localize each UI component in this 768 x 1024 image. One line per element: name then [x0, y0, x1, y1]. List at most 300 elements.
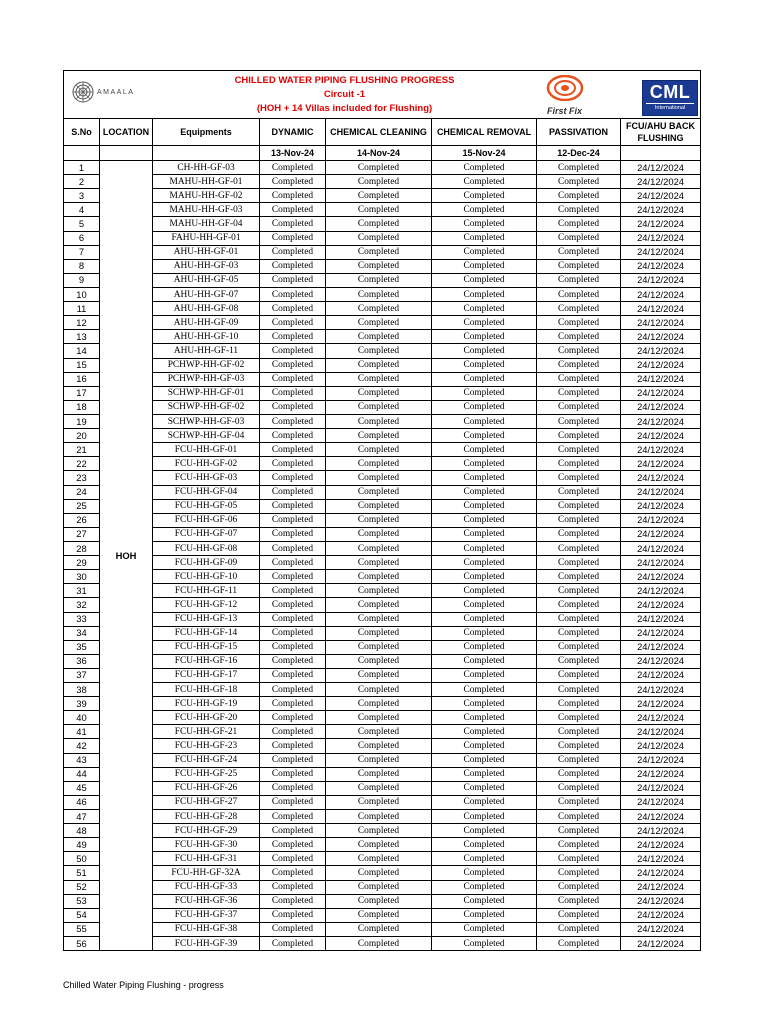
back-flushing-date-cell: 24/12/2024: [621, 668, 701, 682]
equipment-cell: AHU-HH-GF-05: [153, 273, 260, 287]
back-flushing-date-cell: 24/12/2024: [621, 654, 701, 668]
back-flushing-date-cell: 24/12/2024: [621, 499, 701, 513]
back-flushing-date-cell: 24/12/2024: [621, 189, 701, 203]
date-row: [64, 146, 701, 161]
chemical-cleaning-status-cell: Completed: [326, 739, 432, 753]
dynamic-status-cell: Completed: [260, 711, 326, 725]
table-row: [64, 386, 701, 400]
passivation-status-cell: Completed: [537, 386, 621, 400]
dynamic-status-cell: Completed: [260, 922, 326, 936]
back-flushing-date-cell: 24/12/2024: [621, 527, 701, 541]
passivation-status-cell: Completed: [537, 245, 621, 259]
back-flushing-date-cell: 24/12/2024: [621, 231, 701, 245]
chemical-removal-status-cell: Completed: [432, 753, 537, 767]
table-row: [64, 795, 701, 809]
dynamic-status-cell: Completed: [260, 908, 326, 922]
date-blank: [153, 146, 260, 161]
chemical-removal-status-cell: Completed: [432, 852, 537, 866]
first-fix-text: First Fix: [547, 106, 583, 116]
back-flushing-date-cell: 24/12/2024: [621, 894, 701, 908]
serial-number-cell: 33: [64, 612, 100, 626]
chemical-cleaning-status-cell: Completed: [326, 245, 432, 259]
serial-number-cell: 9: [64, 273, 100, 287]
chemical-removal-status-cell: Completed: [432, 654, 537, 668]
dynamic-status-cell: Completed: [260, 400, 326, 414]
chemical-removal-status-cell: Completed: [432, 612, 537, 626]
back-flushing-date-cell: 24/12/2024: [621, 259, 701, 273]
passivation-status-cell: Completed: [537, 556, 621, 570]
dynamic-status-cell: Completed: [260, 245, 326, 259]
equipment-cell: FCU-HH-GF-32A: [153, 866, 260, 880]
column-header-row: [64, 119, 701, 146]
chemical-removal-status-cell: Completed: [432, 386, 537, 400]
dynamic-status-cell: Completed: [260, 739, 326, 753]
chemical-cleaning-status-cell: Completed: [326, 866, 432, 880]
back-flushing-date-cell: 24/12/2024: [621, 725, 701, 739]
serial-number-cell: 25: [64, 499, 100, 513]
passivation-status-cell: Completed: [537, 513, 621, 527]
chemical-removal-status-cell: Completed: [432, 683, 537, 697]
cml-subtext: International: [646, 103, 694, 112]
serial-number-cell: 29: [64, 556, 100, 570]
amaala-logo: [64, 71, 153, 119]
chemical-removal-status-cell: Completed: [432, 344, 537, 358]
serial-number-cell: 19: [64, 414, 100, 428]
chemical-removal-status-cell: Completed: [432, 711, 537, 725]
back-flushing-date-cell: 24/12/2024: [621, 866, 701, 880]
passivation-status-cell: Completed: [537, 457, 621, 471]
first-fix-emblem-icon: [545, 75, 585, 101]
passivation-status-cell: Completed: [537, 767, 621, 781]
back-flushing-date-cell: 24/12/2024: [621, 217, 701, 231]
table-row: [64, 739, 701, 753]
passivation-status-cell: Completed: [537, 739, 621, 753]
chemical-cleaning-status-cell: Completed: [326, 852, 432, 866]
dynamic-status-cell: Completed: [260, 316, 326, 330]
equipment-cell: FCU-HH-GF-38: [153, 922, 260, 936]
serial-number-cell: 26: [64, 513, 100, 527]
back-flushing-date-cell: 24/12/2024: [621, 471, 701, 485]
table-row: [64, 499, 701, 513]
flushing-progress-sheet: [63, 70, 700, 951]
chemical-cleaning-status-cell: Completed: [326, 287, 432, 301]
chemical-cleaning-status-cell: Completed: [326, 175, 432, 189]
equipment-cell: MAHU-HH-GF-03: [153, 203, 260, 217]
serial-number-cell: 16: [64, 372, 100, 386]
chemical-cleaning-status-cell: Completed: [326, 937, 432, 951]
table-row: [64, 598, 701, 612]
chemical-cleaning-status-cell: Completed: [326, 161, 432, 175]
equipments-header: Equipments: [153, 119, 260, 146]
dynamic-status-cell: Completed: [260, 485, 326, 499]
chemical-removal-status-cell: Completed: [432, 471, 537, 485]
serial-number-cell: 49: [64, 838, 100, 852]
chemical-removal-status-cell: Completed: [432, 598, 537, 612]
chemical-removal-status-cell: Completed: [432, 217, 537, 231]
equipment-cell: FCU-HH-GF-11: [153, 584, 260, 598]
serial-number-cell: 5: [64, 217, 100, 231]
dynamic-status-cell: Completed: [260, 203, 326, 217]
serial-number-cell: 41: [64, 725, 100, 739]
back-flushing-date-cell: 24/12/2024: [621, 400, 701, 414]
equipment-cell: SCHWP-HH-GF-03: [153, 414, 260, 428]
equipment-cell: FCU-HH-GF-07: [153, 527, 260, 541]
passivation-status-cell: Completed: [537, 344, 621, 358]
chemical-cleaning-status-cell: Completed: [326, 894, 432, 908]
back-flushing-date-cell: 24/12/2024: [621, 937, 701, 951]
passivation-status-cell: Completed: [537, 189, 621, 203]
passivation-status-cell: Completed: [537, 781, 621, 795]
equipment-cell: FCU-HH-GF-01: [153, 443, 260, 457]
amaala-brand-text: AMAALA: [97, 88, 135, 96]
chemical-cleaning-status-cell: Completed: [326, 499, 432, 513]
equipment-cell: FCU-HH-GF-33: [153, 880, 260, 894]
equipment-cell: AHU-HH-GF-08: [153, 302, 260, 316]
equipment-cell: MAHU-HH-GF-01: [153, 175, 260, 189]
serial-number-cell: 20: [64, 429, 100, 443]
serial-number-cell: 47: [64, 810, 100, 824]
passivation-status-cell: Completed: [537, 598, 621, 612]
dynamic-status-cell: Completed: [260, 386, 326, 400]
table-row: [64, 697, 701, 711]
passivation-status-cell: Completed: [537, 259, 621, 273]
chemical-removal-status-cell: Completed: [432, 866, 537, 880]
chemical-cleaning-status-cell: Completed: [326, 443, 432, 457]
chemical-cleaning-status-cell: Completed: [326, 231, 432, 245]
chemical-removal-status-cell: Completed: [432, 880, 537, 894]
chemical-removal-status-cell: Completed: [432, 161, 537, 175]
chemical-cleaning-status-cell: Completed: [326, 598, 432, 612]
dynamic-status-cell: Completed: [260, 471, 326, 485]
back-flushing-date-cell: 24/12/2024: [621, 316, 701, 330]
table-row: [64, 556, 701, 570]
dynamic-status-cell: Completed: [260, 259, 326, 273]
serial-number-cell: 4: [64, 203, 100, 217]
chemical-removal-status-cell: Completed: [432, 781, 537, 795]
chemical-removal-status-cell: Completed: [432, 316, 537, 330]
dynamic-status-cell: Completed: [260, 414, 326, 428]
table-row: [64, 683, 701, 697]
chemical-cleaning-status-cell: Completed: [326, 810, 432, 824]
table-row: [64, 626, 701, 640]
table-row: [64, 485, 701, 499]
passivation-status-cell: Completed: [537, 612, 621, 626]
table-row: [64, 400, 701, 414]
back-flushing-date-cell: 24/12/2024: [621, 203, 701, 217]
back-flushing-date-cell: 24/12/2024: [621, 838, 701, 852]
chemical-cleaning-status-cell: Completed: [326, 654, 432, 668]
date-blank: [100, 146, 153, 161]
dynamic-status-cell: Completed: [260, 330, 326, 344]
chemical-cleaning-status-cell: Completed: [326, 683, 432, 697]
dynamic-status-cell: Completed: [260, 626, 326, 640]
serial-number-cell: 12: [64, 316, 100, 330]
table-row: [64, 781, 701, 795]
chemical-cleaning-status-cell: Completed: [326, 570, 432, 584]
equipment-cell: FCU-HH-GF-05: [153, 499, 260, 513]
chemical-cleaning-status-cell: Completed: [326, 429, 432, 443]
table-row: [64, 443, 701, 457]
chemical-cleaning-status-cell: Completed: [326, 838, 432, 852]
dynamic-status-cell: Completed: [260, 161, 326, 175]
back-flushing-date-cell: 24/12/2024: [621, 697, 701, 711]
chemical-removal-status-cell: Completed: [432, 499, 537, 513]
dynamic-status-cell: Completed: [260, 372, 326, 386]
passivation-status-cell: Completed: [537, 711, 621, 725]
chemical-cleaning-status-cell: Completed: [326, 400, 432, 414]
equipment-cell: FCU-HH-GF-36: [153, 894, 260, 908]
back-flushing-date-cell: 24/12/2024: [621, 330, 701, 344]
serial-number-cell: 42: [64, 739, 100, 753]
chemical-removal-status-cell: Completed: [432, 457, 537, 471]
equipment-cell: FCU-HH-GF-16: [153, 654, 260, 668]
chemical-removal-status-cell: Completed: [432, 725, 537, 739]
table-row: [64, 640, 701, 654]
serial-number-cell: 13: [64, 330, 100, 344]
chemical-removal-status-cell: Completed: [432, 937, 537, 951]
serial-number-cell: 46: [64, 795, 100, 809]
equipment-cell: FCU-HH-GF-06: [153, 513, 260, 527]
chemical-removal-status-cell: Completed: [432, 175, 537, 189]
dynamic-status-cell: Completed: [260, 683, 326, 697]
passivation-status-cell: Completed: [537, 880, 621, 894]
table-row: [64, 513, 701, 527]
back-flushing-date-cell: 24/12/2024: [621, 302, 701, 316]
passivation-status-cell: Completed: [537, 810, 621, 824]
table-row: [64, 937, 701, 951]
back-flushing-date-cell: 24/12/2024: [621, 358, 701, 372]
chemical-removal-status-cell: Completed: [432, 640, 537, 654]
table-row: [64, 429, 701, 443]
passivation-status-cell: Completed: [537, 400, 621, 414]
serial-number-cell: 51: [64, 866, 100, 880]
serial-number-cell: 6: [64, 231, 100, 245]
chemical-cleaning-status-cell: Completed: [326, 725, 432, 739]
passivation-status-cell: Completed: [537, 626, 621, 640]
chemical-cleaning-header: CHEMICAL CLEANING: [326, 119, 432, 146]
back-flushing-date-cell: 24/12/2024: [621, 584, 701, 598]
equipment-cell: FCU-HH-GF-23: [153, 739, 260, 753]
passivation-status-cell: Completed: [537, 753, 621, 767]
back-flushing-date-cell: 24/12/2024: [621, 175, 701, 189]
dynamic-status-cell: Completed: [260, 499, 326, 513]
equipment-cell: FCU-HH-GF-13: [153, 612, 260, 626]
table-row: [64, 541, 701, 555]
chemical-removal-status-cell: Completed: [432, 429, 537, 443]
passivation-status-cell: Completed: [537, 302, 621, 316]
back-flushing-date-cell: 24/12/2024: [621, 612, 701, 626]
back-flushing-date-cell: 24/12/2024: [621, 245, 701, 259]
passivation-status-cell: Completed: [537, 654, 621, 668]
serial-number-cell: 31: [64, 584, 100, 598]
chemical-removal-status-cell: Completed: [432, 767, 537, 781]
dynamic-status-cell: Completed: [260, 697, 326, 711]
equipment-cell: AHU-HH-GF-01: [153, 245, 260, 259]
cml-logo: [642, 80, 698, 116]
chemical-removal-status-cell: Completed: [432, 189, 537, 203]
back-flushing-date-cell: 24/12/2024: [621, 781, 701, 795]
chemical-cleaning-status-cell: Completed: [326, 259, 432, 273]
dynamic-status-cell: Completed: [260, 457, 326, 471]
serial-number-cell: 28: [64, 541, 100, 555]
table-row: [64, 358, 701, 372]
table-row: [64, 414, 701, 428]
passivation-status-cell: Completed: [537, 795, 621, 809]
dynamic-status-cell: Completed: [260, 231, 326, 245]
dynamic-status-cell: Completed: [260, 443, 326, 457]
equipment-cell: SCHWP-HH-GF-01: [153, 386, 260, 400]
passivation-status-cell: Completed: [537, 471, 621, 485]
back-flushing-date-cell: 24/12/2024: [621, 908, 701, 922]
dynamic-status-cell: Completed: [260, 287, 326, 301]
cml-text: CML: [649, 82, 691, 102]
serial-number-cell: 52: [64, 880, 100, 894]
equipment-cell: FCU-HH-GF-04: [153, 485, 260, 499]
serial-number-cell: 17: [64, 386, 100, 400]
dynamic-status-cell: Completed: [260, 810, 326, 824]
passivation-status-cell: Completed: [537, 372, 621, 386]
table-row: [64, 668, 701, 682]
chemical-removal-status-cell: Completed: [432, 541, 537, 555]
table-row: [64, 570, 701, 584]
date-blank: [621, 146, 701, 161]
chemical-removal-status-cell: Completed: [432, 697, 537, 711]
equipment-cell: FCU-HH-GF-18: [153, 683, 260, 697]
report-title: [153, 71, 537, 119]
equipment-cell: FCU-HH-GF-25: [153, 767, 260, 781]
chemical-removal-status-cell: Completed: [432, 231, 537, 245]
equipment-cell: FCU-HH-GF-31: [153, 852, 260, 866]
passivation-status-cell: Completed: [537, 541, 621, 555]
passivation-status-cell: Completed: [537, 330, 621, 344]
passivation-status-cell: Completed: [537, 527, 621, 541]
chemical-removal-status-cell: Completed: [432, 626, 537, 640]
serial-number-cell: 14: [64, 344, 100, 358]
chemical-removal-status-cell: Completed: [432, 414, 537, 428]
equipment-cell: AHU-HH-GF-10: [153, 330, 260, 344]
table-row: [64, 372, 701, 386]
dynamic-status-cell: Completed: [260, 175, 326, 189]
table-row: [64, 824, 701, 838]
passivation-status-cell: Completed: [537, 584, 621, 598]
back-flushing-date-cell: 24/12/2024: [621, 626, 701, 640]
serial-number-cell: 48: [64, 824, 100, 838]
table-row: [64, 922, 701, 936]
equipment-cell: FCU-HH-GF-20: [153, 711, 260, 725]
serial-number-cell: 7: [64, 245, 100, 259]
equipment-cell: FCU-HH-GF-08: [153, 541, 260, 555]
chemical-removal-status-cell: Completed: [432, 810, 537, 824]
passivation-status-cell: Completed: [537, 725, 621, 739]
passivation-status-cell: Completed: [537, 852, 621, 866]
equipment-cell: CH-HH-GF-03: [153, 161, 260, 175]
back-flushing-date-cell: 24/12/2024: [621, 443, 701, 457]
footer-text: Chilled Water Piping Flushing - progress: [63, 980, 224, 990]
dynamic-header: DYNAMIC: [260, 119, 326, 146]
table-row: [64, 894, 701, 908]
chemical-removal-status-cell: Completed: [432, 739, 537, 753]
serial-number-cell: 35: [64, 640, 100, 654]
dynamic-status-cell: Completed: [260, 189, 326, 203]
equipment-cell: SCHWP-HH-GF-02: [153, 400, 260, 414]
passivation-status-cell: Completed: [537, 838, 621, 852]
dynamic-status-cell: Completed: [260, 880, 326, 894]
equipment-cell: AHU-HH-GF-09: [153, 316, 260, 330]
equipment-cell: FCU-HH-GF-12: [153, 598, 260, 612]
chemical-cleaning-status-cell: Completed: [326, 541, 432, 555]
passivation-status-cell: Completed: [537, 231, 621, 245]
serial-number-cell: 54: [64, 908, 100, 922]
chemical-cleaning-status-cell: Completed: [326, 697, 432, 711]
chemical-cleaning-status-cell: Completed: [326, 330, 432, 344]
table-row: [64, 838, 701, 852]
dynamic-status-cell: Completed: [260, 429, 326, 443]
chemical-removal-status-cell: Completed: [432, 513, 537, 527]
passivation-status-cell: Completed: [537, 175, 621, 189]
back-flushing-date-cell: 24/12/2024: [621, 541, 701, 555]
chemical-cleaning-date: 14-Nov-24: [326, 146, 432, 161]
chemical-removal-status-cell: Completed: [432, 330, 537, 344]
table-row: [64, 584, 701, 598]
passivation-status-cell: Completed: [537, 485, 621, 499]
chemical-cleaning-status-cell: Completed: [326, 668, 432, 682]
dynamic-status-cell: Completed: [260, 598, 326, 612]
chemical-cleaning-status-cell: Completed: [326, 513, 432, 527]
passivation-status-cell: Completed: [537, 316, 621, 330]
sno-header: S.No: [64, 119, 100, 146]
chemical-cleaning-status-cell: Completed: [326, 527, 432, 541]
back-flushing-date-cell: 24/12/2024: [621, 753, 701, 767]
title-line-1: CHILLED WATER PIPING FLUSHING PROGRESS: [234, 74, 455, 86]
back-flushing-date-cell: 24/12/2024: [621, 161, 701, 175]
chemical-cleaning-status-cell: Completed: [326, 908, 432, 922]
title-line-2: Circuit -1: [323, 88, 366, 100]
dynamic-status-cell: Completed: [260, 527, 326, 541]
dynamic-status-cell: Completed: [260, 273, 326, 287]
back-flushing-date-cell: 24/12/2024: [621, 273, 701, 287]
serial-number-cell: 22: [64, 457, 100, 471]
equipment-cell: FCU-HH-GF-24: [153, 753, 260, 767]
serial-number-cell: 36: [64, 654, 100, 668]
equipment-cell: PCHWP-HH-GF-03: [153, 372, 260, 386]
chemical-cleaning-status-cell: Completed: [326, 711, 432, 725]
chemical-removal-status-cell: Completed: [432, 838, 537, 852]
table-row: [64, 344, 701, 358]
table-row: [64, 866, 701, 880]
passivation-status-cell: Completed: [537, 429, 621, 443]
location-cell: HOH: [100, 161, 153, 951]
chemical-cleaning-status-cell: Completed: [326, 316, 432, 330]
chemical-removal-status-cell: Completed: [432, 527, 537, 541]
chemical-removal-status-cell: Completed: [432, 400, 537, 414]
equipment-cell: FCU-HH-GF-19: [153, 697, 260, 711]
table-row: [64, 287, 701, 301]
chemical-removal-status-cell: Completed: [432, 443, 537, 457]
table-body: [64, 161, 701, 951]
back-flushing-header: FCU/AHU BACK FLUSHING: [621, 119, 701, 146]
chemical-cleaning-status-cell: Completed: [326, 767, 432, 781]
passivation-status-cell: Completed: [537, 217, 621, 231]
table-row: [64, 189, 701, 203]
serial-number-cell: 27: [64, 527, 100, 541]
chemical-removal-status-cell: Completed: [432, 273, 537, 287]
equipment-cell: FCU-HH-GF-17: [153, 668, 260, 682]
table-row: [64, 217, 701, 231]
equipment-cell: SCHWP-HH-GF-04: [153, 429, 260, 443]
chemical-cleaning-status-cell: Completed: [326, 880, 432, 894]
dynamic-status-cell: Completed: [260, 344, 326, 358]
equipment-cell: FCU-HH-GF-26: [153, 781, 260, 795]
